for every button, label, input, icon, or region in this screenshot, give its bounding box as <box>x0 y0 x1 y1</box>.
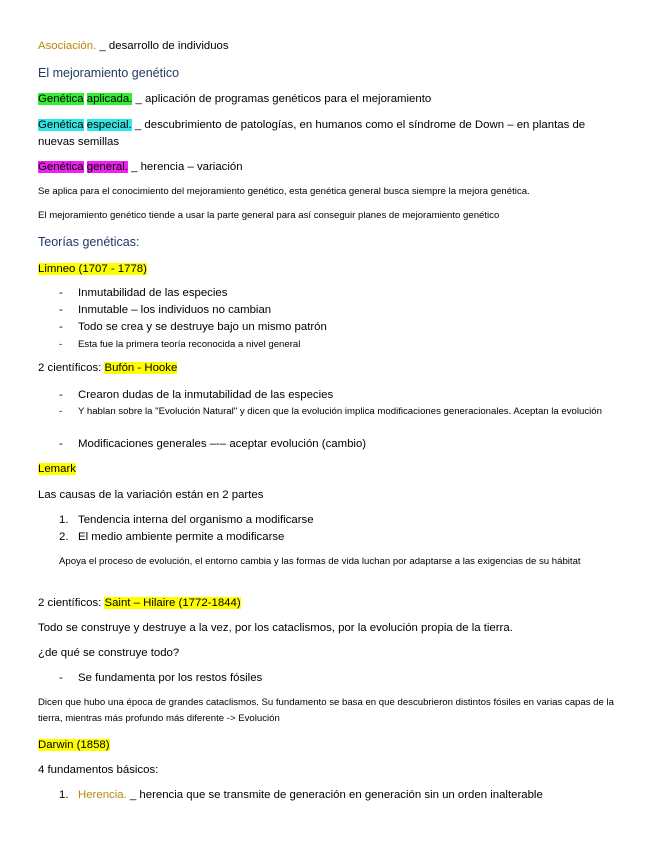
genetica-aplicada-w2: aplicada. <box>86 93 133 105</box>
hilaire-question: ¿de qué se construye todo? <box>38 647 180 659</box>
list-item: - Modificaciones generales –-– aceptar evolución (cambio) <box>59 438 367 450</box>
bufon-names: Bufón - Hooke <box>104 362 178 374</box>
lemark-note: Apoya el proceso de evolución, el entorno cambia y las formas de vida luchan por adaptarse a las exigencias de su hábitat <box>59 556 581 567</box>
limneo-title <box>38 262 147 277</box>
list-item: - Inmutabilidad de las especies <box>59 287 228 299</box>
genetica-general-line <box>38 160 243 175</box>
list-item: 1. Herencia. _ herencia que se transmite de generación en generación sin un orden inalterable <box>59 789 543 801</box>
list-item: - Inmutable – los individuos no cambian <box>59 304 272 316</box>
list-item: - Todo se crea y se destruye bajo un mismo patrón <box>59 321 327 333</box>
teorias-heading: Teorías genéticas: <box>38 235 140 249</box>
hilaire-names: Saint – Hilaire (1772-1844) <box>104 597 241 609</box>
list-item: - Crearon dudas de la inmutabilidad de las especies <box>59 389 334 401</box>
lemark-title-text: Lemark <box>38 463 76 475</box>
limneo-title-text: Limneo (1707 - 1778) <box>38 263 147 275</box>
para-aplica: Se aplica para el conocimiento del mejoramiento genético, esta genética general busca siempre la mejora genética. <box>38 186 530 197</box>
darwin-title-text: Darwin (1858) <box>38 739 110 751</box>
genetica-aplicada-w1: Genética <box>38 93 84 105</box>
darwin-intro: 4 fundamentos básicos: <box>38 764 159 776</box>
asociacion-def: _ desarrollo de individuos <box>96 40 229 52</box>
genetica-especial-def: _ descubrimiento de patologías, en humanos como el síndrome de Down – en plantas de nuevas semillas <box>38 119 586 148</box>
genetica-aplicada-def: _ aplicación de programas genéticos para el mejoramiento <box>132 93 432 105</box>
hilaire-prefix: 2 científicos: <box>38 597 105 609</box>
genetica-especial-w2: especial. <box>86 119 132 131</box>
darwin-title <box>38 738 110 753</box>
lemark-title <box>38 462 76 477</box>
genetica-especial-w1: Genética <box>38 119 84 131</box>
asociacion-line <box>38 39 229 54</box>
mejoramiento-heading: El mejoramiento genético <box>38 66 180 80</box>
list-item: - Y hablan sobre la "Evolución Natural" y dicen que la evolución implica modificaciones generacionales. Aceptan la evolución <box>59 406 602 417</box>
genetica-general-w1: Genética <box>38 161 84 173</box>
bufon-prefix: 2 científicos: <box>38 362 105 374</box>
genetica-general-def: _ herencia – variación <box>127 161 243 173</box>
list-item: 1. Tendencia interna del organismo a modificarse <box>59 514 314 526</box>
list-item: 2. El medio ambiente permite a modificarse <box>59 531 285 543</box>
list-item: - Esta fue la primera teoría reconocida a nivel general <box>59 339 301 350</box>
bufon-line <box>38 361 177 376</box>
genetica-especial-line <box>38 117 618 151</box>
hilaire-line <box>38 596 241 611</box>
para-tiende: El mejoramiento genético tiende a usar la parte general para así conseguir planes de mejoramiento genético <box>38 210 500 221</box>
genetica-general-w2: general. <box>86 161 128 173</box>
lemark-intro: Las causas de la variación están en 2 partes <box>38 489 264 501</box>
genetica-aplicada-line <box>38 92 431 107</box>
list-item: - Se fundamenta por los restos fósiles <box>59 672 263 684</box>
hilaire-text: Todo se construye y destruye a la vez, por los cataclismos, por la evolución propia de la tierra. <box>38 622 513 634</box>
hilaire-para: Dicen que hubo una época de grandes cataclismos. Su fundamento se basa en que descubrieron distintos fósiles en varias capas de la tierra, mientras más profundo más diferente -> Evolución <box>38 697 614 724</box>
asociacion-term: Asociación. <box>38 40 97 52</box>
